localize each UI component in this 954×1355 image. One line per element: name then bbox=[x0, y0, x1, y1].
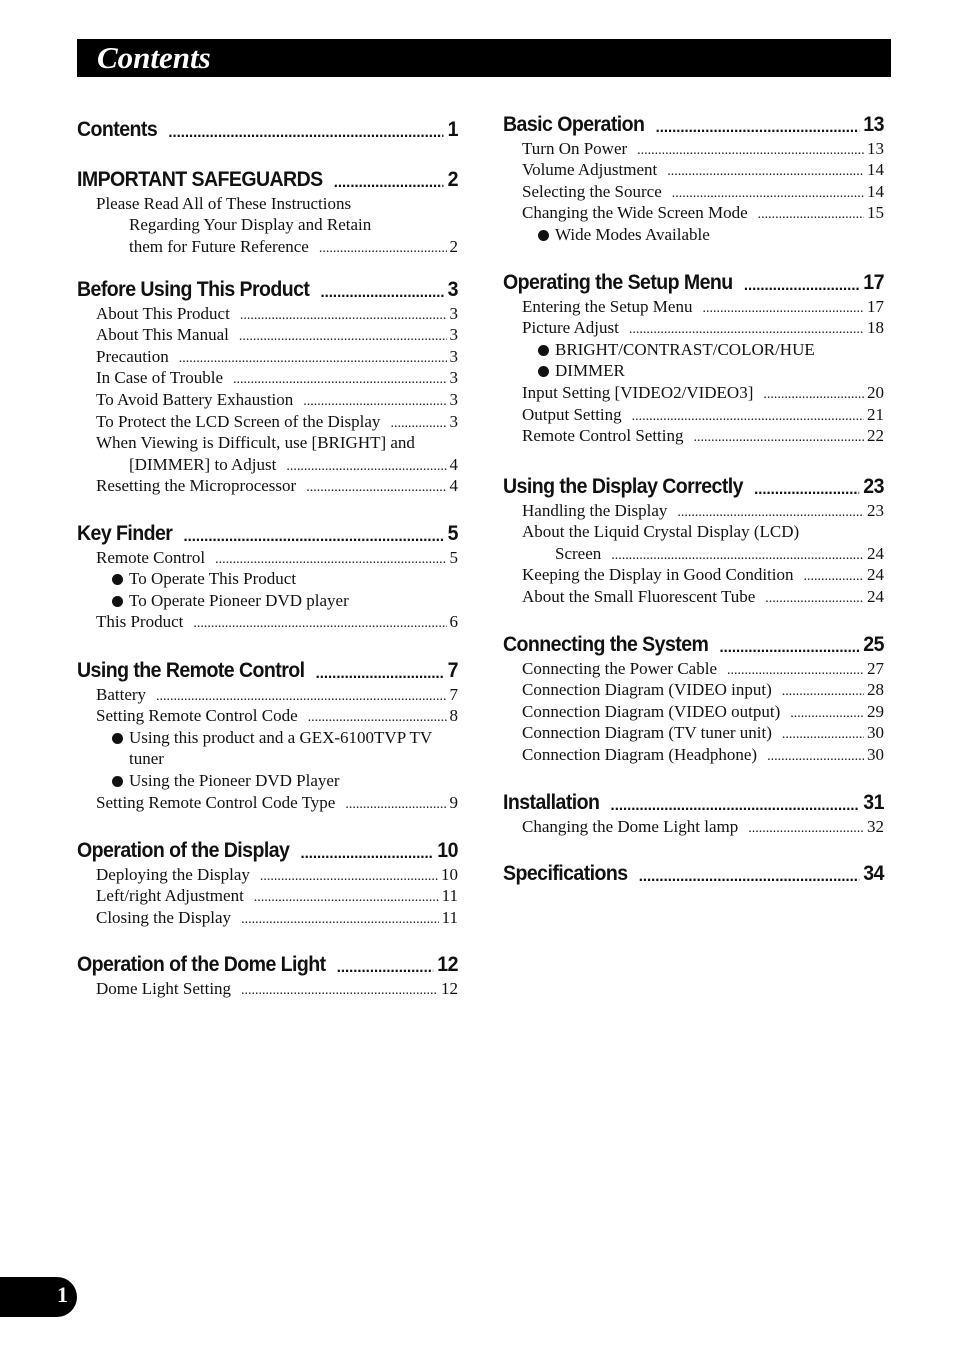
dot-leader bbox=[239, 329, 447, 345]
entry-title: Picture Adjust bbox=[522, 318, 619, 338]
toc-section-heading[interactable] bbox=[77, 516, 458, 546]
dot-leader bbox=[611, 797, 860, 815]
dot-leader bbox=[629, 322, 864, 338]
entry-title: Connection Diagram (Headphone) bbox=[522, 744, 758, 764]
entry-title: About This Product bbox=[96, 303, 230, 323]
toc-entry[interactable] bbox=[77, 453, 458, 475]
toc-entry[interactable] bbox=[503, 137, 884, 159]
toc-entry[interactable] bbox=[77, 977, 458, 999]
entry-page-number: 32 bbox=[867, 816, 884, 836]
toc-section-heading[interactable] bbox=[77, 653, 458, 683]
entry-page-number: 4 bbox=[449, 476, 458, 496]
entry-page-number: 3 bbox=[449, 389, 458, 409]
dot-leader bbox=[156, 689, 446, 705]
entry-title: Precaution bbox=[96, 346, 169, 366]
entry-page-number: 3 bbox=[449, 303, 458, 323]
entry-page-number: 12 bbox=[441, 978, 458, 998]
dot-leader bbox=[677, 505, 864, 521]
section-title: Contents bbox=[77, 118, 158, 141]
section-title: Key Finder bbox=[77, 522, 173, 545]
dot-leader bbox=[748, 821, 864, 837]
entry-title: Changing the Dome Light lamp bbox=[522, 816, 739, 836]
section-title: Operation of the Dome Light bbox=[77, 953, 326, 976]
toc-entry-text: About the Liquid Crystal Display (LCD) bbox=[522, 522, 800, 542]
toc-section bbox=[77, 272, 458, 496]
toc-entry[interactable] bbox=[77, 324, 458, 346]
entry-title: Connecting the Power Cable bbox=[522, 658, 717, 678]
entry-page-number: 24 bbox=[867, 543, 884, 563]
section-page-number: 25 bbox=[863, 633, 884, 656]
toc-section bbox=[77, 653, 458, 813]
toc-bullet-item[interactable] bbox=[503, 223, 884, 245]
entry-page-number: 30 bbox=[867, 744, 884, 764]
bullet-icon bbox=[538, 230, 549, 241]
entry-title: Handling the Display bbox=[522, 500, 668, 520]
entry-page-number: 8 bbox=[449, 706, 458, 726]
dot-leader bbox=[168, 124, 444, 142]
toc-section bbox=[503, 107, 884, 245]
dot-leader bbox=[758, 207, 864, 223]
entry-title: Connection Diagram (VIDEO output) bbox=[522, 701, 781, 721]
dot-leader bbox=[321, 284, 444, 302]
toc-entry[interactable] bbox=[503, 815, 884, 837]
dot-leader bbox=[782, 684, 864, 700]
toc-section bbox=[77, 516, 458, 632]
bullet-icon bbox=[112, 733, 123, 744]
entry-title: Battery bbox=[96, 684, 147, 704]
entry-page-number: 11 bbox=[441, 907, 458, 927]
toc-entry[interactable] bbox=[503, 679, 884, 701]
toc-entry[interactable] bbox=[503, 295, 884, 317]
entry-page-number: 14 bbox=[867, 160, 884, 180]
entry-page-number: 14 bbox=[867, 181, 884, 201]
entry-page-number: 5 bbox=[449, 547, 458, 567]
toc-entry[interactable] bbox=[503, 700, 884, 722]
toc-bullet-item[interactable] bbox=[77, 769, 458, 791]
entry-title: them for Future Reference bbox=[129, 236, 309, 256]
section-title: Connecting the System bbox=[503, 633, 709, 656]
dot-leader bbox=[632, 409, 864, 425]
entry-page-number: 2 bbox=[449, 236, 458, 256]
bullet-text: Using this product and a GEX-6100TVP TV bbox=[129, 727, 433, 747]
page-header-bar bbox=[77, 39, 891, 77]
toc-section bbox=[77, 112, 458, 142]
bullet-icon bbox=[112, 574, 123, 585]
toc-entry[interactable] bbox=[503, 743, 884, 765]
entry-title: Connection Diagram (VIDEO input) bbox=[522, 680, 772, 700]
dot-leader bbox=[241, 983, 438, 999]
toc-entry[interactable] bbox=[77, 410, 458, 432]
dot-leader bbox=[754, 481, 859, 499]
section-title: Specifications bbox=[503, 862, 628, 885]
entry-page-number: 10 bbox=[441, 864, 458, 884]
toc-entry[interactable] bbox=[77, 885, 458, 907]
entry-title: Connection Diagram (TV tuner unit) bbox=[522, 723, 772, 743]
section-page-number: 7 bbox=[447, 659, 458, 682]
dot-leader bbox=[215, 552, 446, 568]
toc-entry[interactable] bbox=[77, 906, 458, 928]
entry-page-number: 27 bbox=[867, 658, 884, 678]
section-title: Using the Remote Control bbox=[77, 659, 305, 682]
toc-section bbox=[77, 947, 458, 999]
toc-entry[interactable] bbox=[77, 791, 458, 813]
section-title: Operation of the Display bbox=[77, 839, 290, 862]
entry-page-number: 3 bbox=[449, 346, 458, 366]
toc-entry[interactable] bbox=[503, 722, 884, 744]
dot-leader bbox=[763, 387, 864, 403]
entry-page-number: 4 bbox=[449, 454, 458, 474]
entry-title: Dome Light Setting bbox=[96, 978, 232, 998]
section-page-number: 1 bbox=[447, 118, 458, 141]
dot-leader bbox=[702, 301, 864, 317]
entry-title: Output Setting bbox=[522, 404, 622, 424]
entry-page-number: 11 bbox=[441, 886, 458, 906]
dot-leader bbox=[308, 710, 447, 726]
toc-section-heading[interactable] bbox=[77, 833, 458, 863]
toc-section-heading[interactable] bbox=[77, 947, 458, 977]
entry-title: Remote Control bbox=[96, 547, 206, 567]
dot-leader bbox=[306, 480, 446, 496]
toc-entry[interactable] bbox=[503, 381, 884, 403]
bullet-icon bbox=[538, 366, 549, 377]
entry-title: Entering the Setup Menu bbox=[522, 296, 693, 316]
dot-leader bbox=[179, 351, 447, 367]
entry-title: Selecting the Source bbox=[522, 181, 662, 201]
page-number-tab bbox=[0, 1277, 77, 1317]
dot-leader bbox=[656, 119, 860, 137]
section-title: Operating the Setup Menu bbox=[503, 271, 733, 294]
toc-section-heading[interactable] bbox=[503, 785, 884, 815]
dot-leader bbox=[782, 727, 864, 743]
toc-bullet-item[interactable] bbox=[77, 589, 458, 611]
toc-entry[interactable] bbox=[503, 202, 884, 224]
entry-title: This Product bbox=[96, 612, 184, 632]
dot-leader bbox=[334, 174, 444, 192]
entry-title: Deploying the Display bbox=[96, 864, 250, 884]
toc-section-heading[interactable] bbox=[503, 469, 884, 499]
entry-page-number: 7 bbox=[449, 684, 458, 704]
dot-leader bbox=[694, 430, 865, 446]
entry-title: About the Small Fluorescent Tube bbox=[522, 586, 756, 606]
dot-leader bbox=[193, 616, 446, 632]
dot-leader bbox=[744, 277, 860, 295]
toc-entry[interactable] bbox=[77, 546, 458, 568]
entry-title: [DIMMER] to Adjust bbox=[129, 454, 277, 474]
toc-section-heading[interactable] bbox=[503, 107, 884, 137]
toc-section-heading[interactable] bbox=[77, 112, 458, 142]
dot-leader bbox=[804, 569, 864, 585]
entry-page-number: 18 bbox=[867, 318, 884, 338]
dot-leader bbox=[240, 308, 447, 324]
toc-entry[interactable] bbox=[77, 235, 458, 257]
dot-leader bbox=[611, 548, 864, 564]
toc-section-heading[interactable] bbox=[77, 162, 458, 192]
dot-leader bbox=[316, 665, 444, 683]
toc-entry[interactable] bbox=[503, 542, 884, 564]
toc-bullet-item[interactable] bbox=[77, 748, 458, 770]
toc-entry[interactable] bbox=[77, 611, 458, 633]
bullet-text: To Operate Pioneer DVD player bbox=[129, 590, 349, 610]
section-title: Using the Display Correctly bbox=[503, 475, 743, 498]
toc-section-heading[interactable] bbox=[503, 265, 884, 295]
page-title: Contents bbox=[97, 40, 211, 75]
toc-section-heading[interactable] bbox=[503, 627, 884, 657]
section-page-number: 12 bbox=[437, 953, 458, 976]
toc-entry[interactable] bbox=[77, 388, 458, 410]
toc-bullet-item[interactable] bbox=[503, 338, 884, 360]
entry-title: To Protect the LCD Screen of the Display bbox=[96, 411, 381, 431]
dot-leader bbox=[390, 416, 446, 432]
toc-entry-text: Please Read All of These Instructions bbox=[96, 193, 352, 213]
toc-section-heading[interactable] bbox=[77, 272, 458, 302]
entry-title: Resetting the Microprocessor bbox=[96, 476, 297, 496]
entry-page-number: 6 bbox=[449, 612, 458, 632]
dot-leader bbox=[345, 797, 446, 813]
bullet-icon bbox=[538, 345, 549, 356]
dot-leader bbox=[303, 394, 446, 410]
dot-leader bbox=[286, 459, 446, 475]
bullet-text: BRIGHT/CONTRAST/COLOR/HUE bbox=[555, 339, 815, 359]
entry-title: Remote Control Setting bbox=[522, 426, 684, 446]
entry-title: Setting Remote Control Code Type bbox=[96, 792, 336, 812]
bullet-icon bbox=[112, 596, 123, 607]
entry-page-number: 30 bbox=[867, 723, 884, 743]
toc-entry[interactable] bbox=[503, 564, 884, 586]
dot-leader bbox=[727, 663, 864, 679]
dot-leader bbox=[719, 639, 859, 657]
toc-section bbox=[503, 469, 884, 607]
entry-title: About This Manual bbox=[96, 325, 229, 345]
entry-title: Setting Remote Control Code bbox=[96, 706, 298, 726]
dot-leader bbox=[319, 241, 447, 257]
toc-entry[interactable] bbox=[503, 657, 884, 679]
toc-entry[interactable] bbox=[503, 180, 884, 202]
toc-entry[interactable] bbox=[77, 367, 458, 389]
section-title: IMPORTANT SAFEGUARDS bbox=[77, 168, 323, 191]
toc-entry[interactable] bbox=[503, 159, 884, 181]
toc-entry-text: When Viewing is Difficult, use [BRIGHT] and bbox=[96, 433, 415, 453]
dot-leader bbox=[184, 528, 444, 546]
section-title: Basic Operation bbox=[503, 113, 645, 136]
entry-page-number: 17 bbox=[867, 296, 884, 316]
section-title: Installation bbox=[503, 791, 600, 814]
entry-title: In Case of Trouble bbox=[96, 368, 224, 388]
entry-page-number: 20 bbox=[867, 382, 884, 402]
section-page-number: 5 bbox=[447, 522, 458, 545]
section-page-number: 31 bbox=[863, 791, 884, 814]
dot-leader bbox=[637, 143, 864, 159]
toc-entry[interactable] bbox=[77, 302, 458, 324]
section-page-number: 3 bbox=[447, 278, 458, 301]
toc-section bbox=[77, 833, 458, 928]
bullet-text: To Operate This Product bbox=[129, 569, 297, 589]
page-number: 1 bbox=[57, 1282, 68, 1307]
dot-leader bbox=[667, 164, 864, 180]
dot-leader bbox=[233, 372, 446, 388]
section-page-number: 10 bbox=[437, 839, 458, 862]
dot-leader bbox=[337, 959, 434, 977]
entry-page-number: 3 bbox=[449, 325, 458, 345]
bullet-text: Using the Pioneer DVD Player bbox=[129, 770, 340, 790]
toc-section bbox=[503, 627, 884, 765]
entry-title: To Avoid Battery Exhaustion bbox=[96, 389, 294, 409]
entry-page-number: 3 bbox=[449, 368, 458, 388]
section-page-number: 13 bbox=[863, 113, 884, 136]
entry-page-number: 24 bbox=[867, 586, 884, 606]
bullet-text: Wide Modes Available bbox=[555, 224, 710, 244]
toc-entry[interactable] bbox=[503, 403, 884, 425]
toc-entry[interactable] bbox=[77, 345, 458, 367]
toc-bullet-item[interactable] bbox=[77, 568, 458, 590]
section-page-number: 2 bbox=[447, 168, 458, 191]
toc-entry[interactable] bbox=[503, 499, 884, 521]
entry-page-number: 23 bbox=[867, 500, 884, 520]
entry-title: Keeping the Display in Good Condition bbox=[522, 565, 794, 585]
entry-page-number: 9 bbox=[449, 792, 458, 812]
entry-title: Input Setting [VIDEO2/VIDEO3] bbox=[522, 382, 754, 402]
toc-entry-text: Regarding Your Display and Retain bbox=[129, 215, 372, 235]
toc-section bbox=[77, 162, 458, 257]
dot-leader bbox=[765, 591, 864, 607]
section-title: Before Using This Product bbox=[77, 278, 310, 301]
toc-section bbox=[503, 856, 884, 886]
toc-entry[interactable] bbox=[77, 683, 458, 705]
toc-section bbox=[503, 785, 884, 837]
toc-entry[interactable] bbox=[503, 425, 884, 447]
entry-title: Changing the Wide Screen Mode bbox=[522, 203, 748, 223]
entry-page-number: 21 bbox=[867, 404, 884, 424]
entry-page-number: 22 bbox=[867, 426, 884, 446]
bullet-text: tuner bbox=[129, 749, 164, 769]
toc-section-heading[interactable] bbox=[503, 856, 884, 886]
entry-page-number: 28 bbox=[867, 680, 884, 700]
section-page-number: 34 bbox=[863, 862, 884, 885]
dot-leader bbox=[300, 845, 433, 863]
toc-entry[interactable] bbox=[77, 705, 458, 727]
dot-leader bbox=[790, 706, 864, 722]
dot-leader bbox=[260, 869, 438, 885]
toc-section bbox=[503, 265, 884, 446]
section-page-number: 23 bbox=[863, 475, 884, 498]
dot-leader bbox=[254, 890, 439, 906]
dot-leader bbox=[241, 912, 439, 928]
entry-page-number: 13 bbox=[867, 138, 884, 158]
entry-page-number: 24 bbox=[867, 565, 884, 585]
toc-entry[interactable] bbox=[503, 317, 884, 339]
entry-title: Closing the Display bbox=[96, 907, 232, 927]
entry-title: Volume Adjustment bbox=[522, 160, 658, 180]
bullet-text: DIMMER bbox=[555, 361, 625, 381]
toc-entry[interactable] bbox=[77, 863, 458, 885]
entry-title: Left/right Adjustment bbox=[96, 886, 244, 906]
toc-bullet-item[interactable] bbox=[77, 726, 458, 748]
section-page-number: 17 bbox=[863, 271, 884, 294]
dot-leader bbox=[639, 868, 860, 886]
toc-entry[interactable] bbox=[503, 585, 884, 607]
dot-leader bbox=[672, 186, 864, 202]
toc-bullet-item[interactable] bbox=[503, 360, 884, 382]
entry-page-number: 15 bbox=[867, 203, 884, 223]
bullet-icon bbox=[112, 776, 123, 787]
entry-title: Screen bbox=[555, 543, 602, 563]
entry-page-number: 29 bbox=[867, 701, 884, 721]
entry-page-number: 3 bbox=[449, 411, 458, 431]
entry-title: Turn On Power bbox=[522, 138, 628, 158]
toc-entry[interactable] bbox=[77, 475, 458, 497]
dot-leader bbox=[767, 749, 864, 765]
